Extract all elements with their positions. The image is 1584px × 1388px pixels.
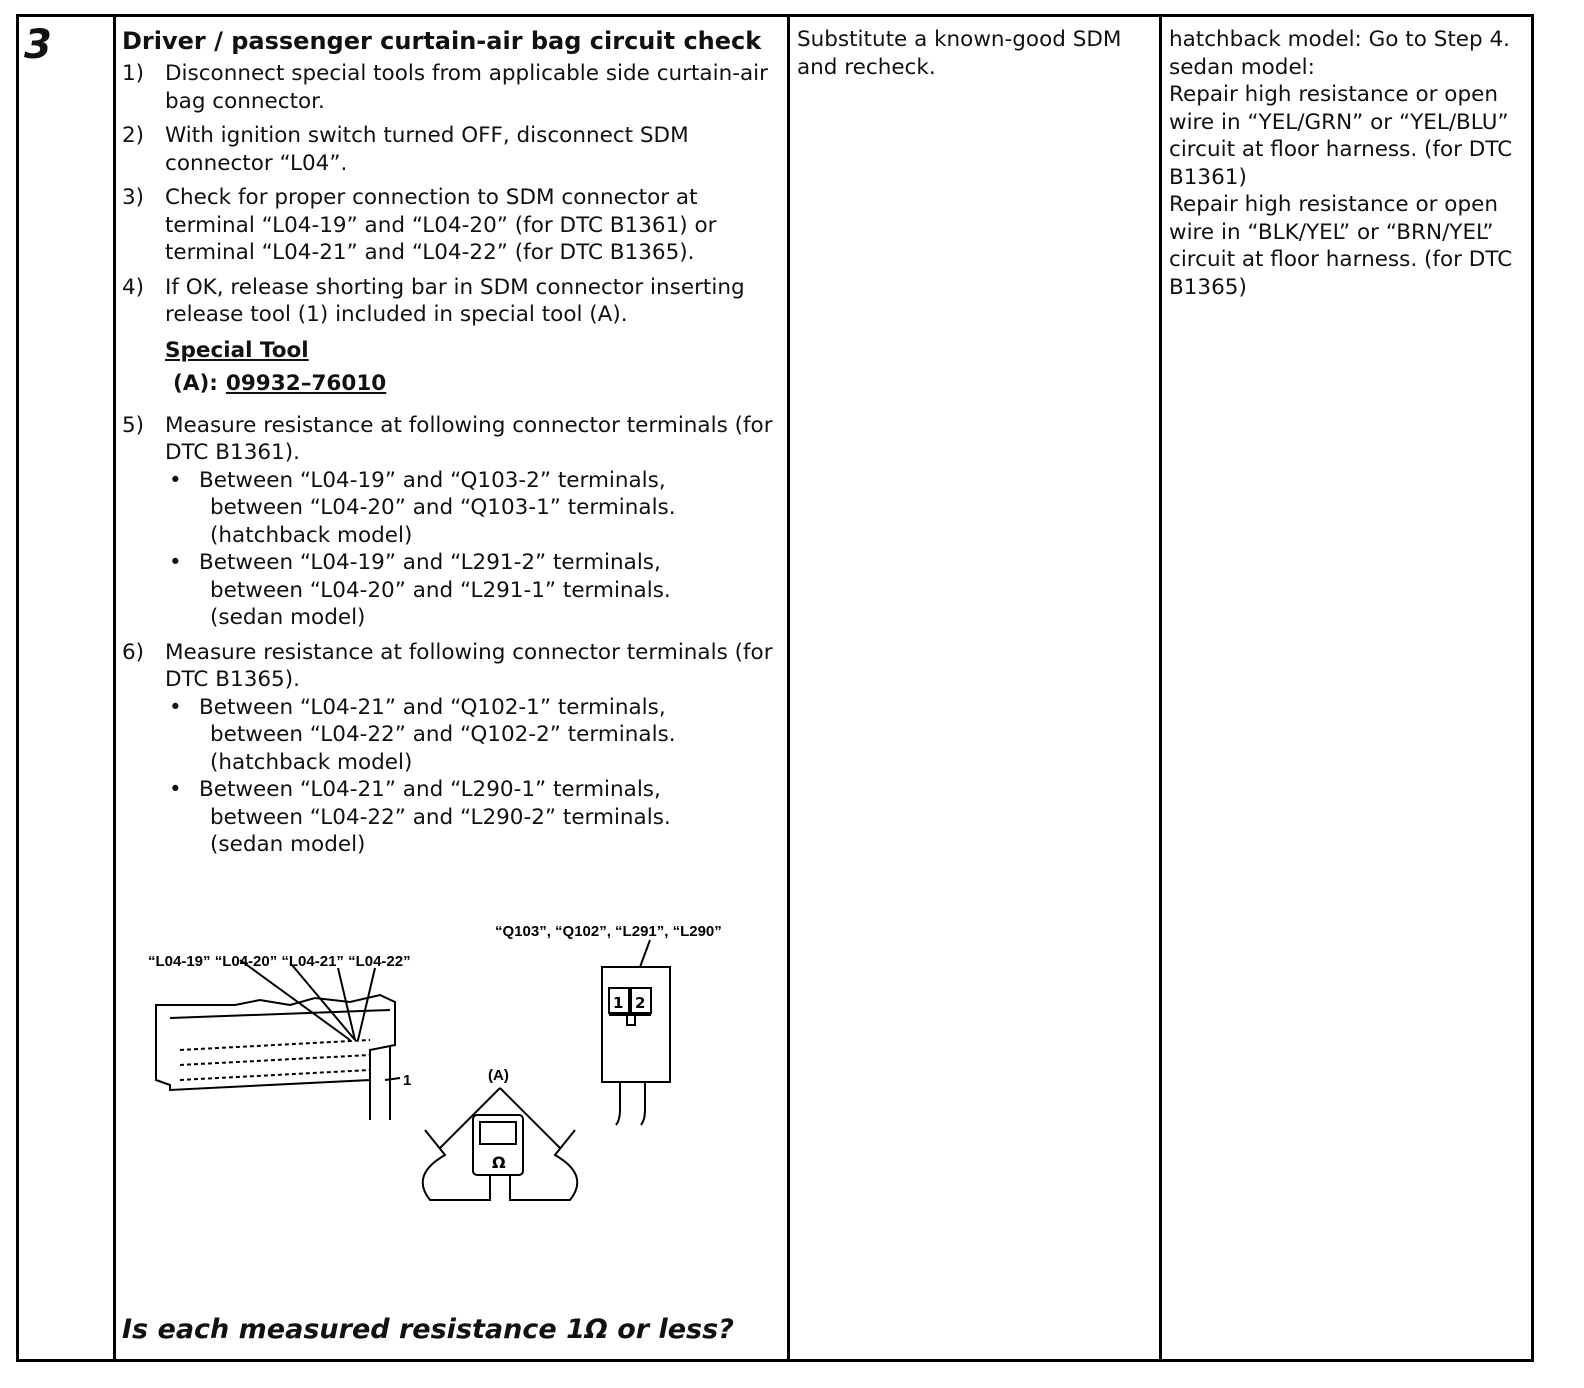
bullet-line: Between “L04-21” and “L290-1” terminals, <box>199 777 661 802</box>
procedure-cell <box>122 26 777 859</box>
step-item <box>122 412 777 467</box>
bullet-line: Between “L04-21” and “Q102-1” terminals, <box>199 694 666 720</box>
check-question: Is each measured resistance 1Ω or less? <box>122 1314 734 1345</box>
step-num: 5) <box>122 412 145 438</box>
column-divider <box>1159 17 1162 1359</box>
bullet-item: • Between “L04-21” and “L290-1” terminals, between “L04-22” and “L290-2” terminals. (sedan model) <box>169 777 671 857</box>
sdm-terminal-labels: “L04-19” “L04-20” “L04-21” “L04-22” <box>148 953 411 970</box>
step-item <box>122 639 777 694</box>
special-tool-number: 09932–76010 <box>225 371 387 396</box>
bullet-line: Between “L04-19” and “L291-2” terminals, <box>199 550 661 575</box>
step-item <box>122 60 777 115</box>
step-text: If OK, release shorting bar in SDM connector inserting release tool (1) included in special tool (A). <box>165 274 745 327</box>
bullet-line: (sedan model) <box>210 605 366 630</box>
bullet-line: (hatchback model) <box>210 749 413 775</box>
step-num: 2) <box>122 123 145 148</box>
bullet-line: between “L04-22” and “Q102-2” terminals. <box>210 722 676 747</box>
step-num: 4) <box>122 274 145 300</box>
bullet-line: (hatchback model) <box>210 522 413 548</box>
ohmmeter-icon <box>423 1088 578 1200</box>
yes-result-line: Repair high resistance or open wire in “BLK/YEL” or “BRN/YEL” circuit at floor harness. (for DTC B1365) <box>1169 192 1513 300</box>
step-num: 3) <box>122 185 145 210</box>
bullet-line: (sedan model) <box>210 832 366 857</box>
step-item <box>122 122 777 177</box>
bullet-item: • Between “L04-19” and “Q103-2” terminals, between “L04-20” and “Q103-1” terminals. (hatchback model) <box>169 467 676 548</box>
step-text: Measure resistance at following connector terminals (for DTC B1361). <box>165 412 773 465</box>
special-tool-label: (A): <box>173 371 218 396</box>
bullet-line: Between “L04-19” and “Q103-2” terminals, <box>199 467 666 493</box>
column-divider <box>113 17 116 1359</box>
bullet-item: • Between “L04-19” and “L291-2” terminals, between “L04-20” and “L291-1” terminals. (sedan model) <box>169 550 671 630</box>
step-item <box>122 274 777 329</box>
step-number: 3 <box>24 22 52 68</box>
step-item <box>122 184 777 267</box>
step-num: 1) <box>122 61 145 86</box>
bullet-line: between “L04-20” and “Q103-1” terminals. <box>210 495 676 520</box>
connector-labels: “Q103”, “Q102”, “L291”, “L290” <box>495 923 722 940</box>
yes-result-cell <box>1169 26 1524 301</box>
release-tool-label: 1 <box>403 1072 412 1089</box>
pin-1-label: 1 <box>613 994 624 1012</box>
connector-block-icon <box>602 940 670 1125</box>
bullet-line: between “L04-20” and “L291-1” terminals. <box>210 577 671 603</box>
no-result-cell: Substitute a known-good SDM and recheck. <box>797 27 1122 80</box>
step-text: With ignition switch turned OFF, disconnect SDM connector “L04”. <box>165 123 689 176</box>
sdm-connector-icon <box>156 960 400 1120</box>
column-divider <box>787 17 790 1359</box>
special-tool-heading: Special Tool <box>165 337 309 363</box>
bullet-item: • Between “L04-21” and “Q102-1” terminals, between “L04-22” and “Q102-2” terminals. (hatchback model) <box>169 694 676 775</box>
ohm-symbol: Ω <box>492 1153 506 1172</box>
yes-result-line: sedan model: <box>1169 54 1315 80</box>
step-text: Measure resistance at following connector terminals (for DTC B1365). <box>165 639 773 692</box>
step-text: Check for proper connection to SDM connector at terminal “L04-19” and “L04-20” (for DTC B1361) or terminal “L04-21” and “L04-22” (for DTC B1365). <box>165 185 717 265</box>
wiring-diagram <box>140 910 760 1210</box>
pin-2-label: 2 <box>635 994 646 1012</box>
step-title: Driver / passenger curtain-air bag circuit check <box>122 27 762 55</box>
special-tool-a-label: (A) <box>488 1067 509 1084</box>
step-num: 6) <box>122 639 145 665</box>
bullet-line: between “L04-22” and “L290-2” terminals. <box>210 804 671 830</box>
special-tool <box>122 337 777 398</box>
step-text: Disconnect special tools from applicable side curtain-air bag connector. <box>165 61 768 114</box>
yes-result-line: Repair high resistance or open wire in “YEL/GRN” or “YEL/BLU” circuit at floor harness. (for DTC B1361) <box>1169 82 1513 190</box>
yes-result-line: hatchback model: Go to Step 4. <box>1169 27 1510 52</box>
